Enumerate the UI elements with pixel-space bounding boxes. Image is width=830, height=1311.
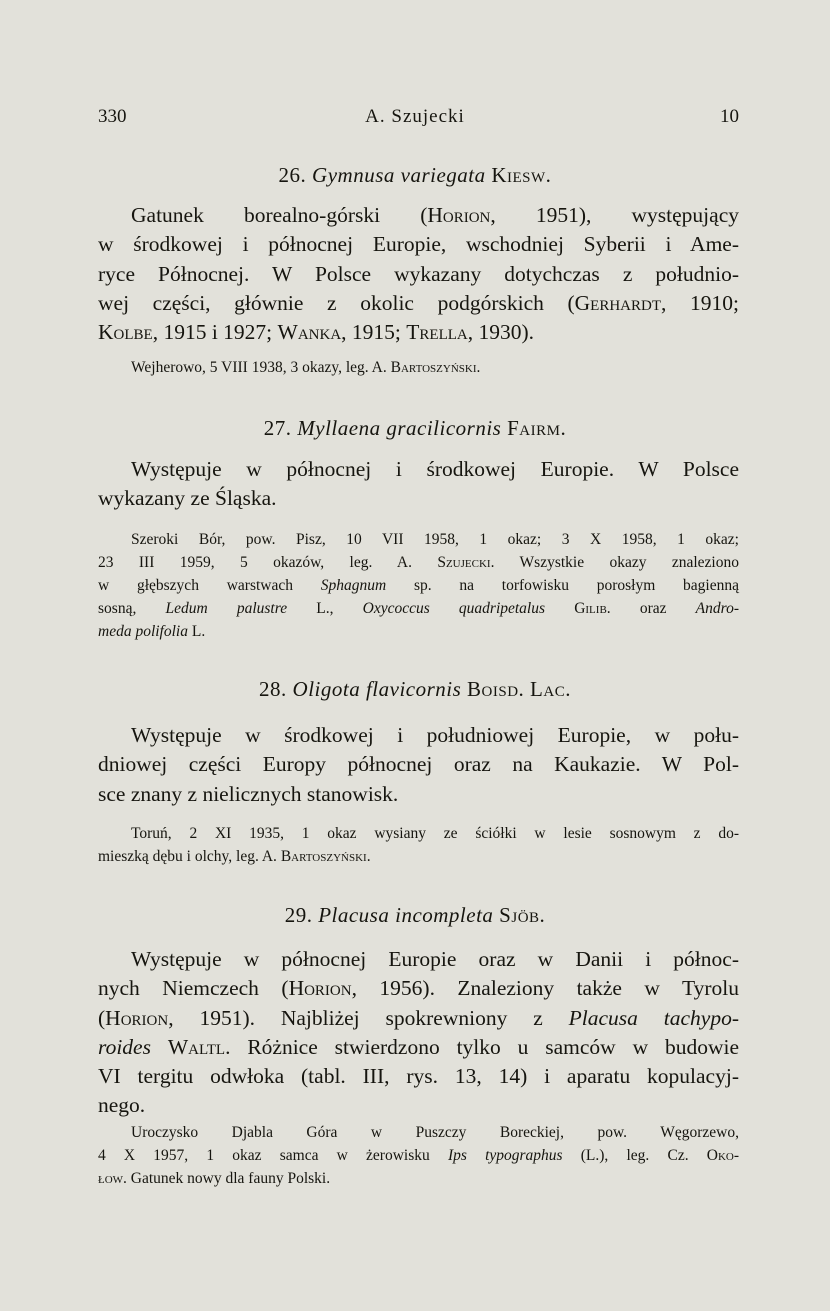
text-line: w środkowej i północnej Europie, wschodniej Syberii i Ame- [98, 232, 739, 257]
text-line: Toruń, 2 XI 1935, 1 okaz wysiany ze ściółki w lesie sosnowym z do- [131, 825, 739, 842]
text-line: meda polifolia L. [98, 623, 206, 640]
locality-note-28 [98, 822, 739, 868]
text-line: wykazany ze Śląska. [98, 486, 277, 511]
species-heading-26: 26. Gymnusa variegata Kiesw. [278, 163, 552, 187]
text-line: dniowej części Europy północnej oraz na Kaukazie. W Pol- [98, 752, 739, 777]
text-line: Uroczysko Djabla Góra w Puszczy Boreckiej, pow. Węgorzewo, [131, 1124, 739, 1141]
text-line: 23 III 1959, 5 okazów, leg. A. Szujecki. Wszystkie okazy znaleziono [98, 554, 739, 571]
text-line: VI tergitu odwłoka (tabl. III, rys. 13, 14) i aparatu kopulacyj- [98, 1064, 739, 1089]
locality-note-27 [98, 528, 739, 643]
species-text-27 [98, 455, 739, 514]
signature-mark: 10 [720, 106, 739, 127]
text-line: Wejherowo, 5 VIII 1938, 3 okazy, leg. A. Bartoszyński. [131, 359, 481, 376]
species-heading-28: 28. Oligota flavicornis Boisd. Lac. [259, 677, 571, 701]
text-line: Występuje w północnej Europie oraz w Danii i północ- [131, 947, 739, 971]
running-head-author: A. Szujecki [365, 106, 465, 127]
text-line: nych Niemczech (Horion, 1956). Znaleziony także w Tyrolu [98, 976, 740, 1001]
page-number: 330 [98, 106, 127, 127]
species-heading-27: 27. Myllaena gracilicornis Fairm. [263, 416, 567, 440]
text-line: Kolbe, 1915 i 1927; Wanka, 1915; Trella, 1930). [98, 320, 535, 345]
species-text-26 [98, 201, 739, 347]
text-line: wej części, głównie z okolic podgórskich (Gerhardt, 1910; [98, 290, 739, 315]
species-heading-29: 29. Placusa incompleta Sjöb. [284, 903, 546, 927]
text-line: mieszką dębu i olchy, leg. A. Bartoszyński. [98, 848, 371, 865]
species-text-29 [98, 945, 739, 1121]
text-line: nego. [98, 1093, 146, 1118]
text-line: w głębszych warstwach Sphagnum sp. na torfowisku porosłym bagienną [98, 577, 739, 594]
text-line: Szeroki Bór, pow. Pisz, 10 VII 1958, 1 okaz; 3 X 1958, 1 okaz; [131, 531, 739, 548]
text-line: Występuje w północnej i środkowej Europie. W Polsce [131, 457, 739, 481]
text-line: sosną, Ledum palustre L., Oxycoccus quadripetalus Gilib. oraz Andro- [98, 600, 739, 617]
text-line: Gatunek borealno-górski (Horion, 1951), występujący [131, 203, 739, 227]
text-line: łow. Gatunek nowy dla fauny Polski. [98, 1170, 331, 1187]
text-line: (Horion, 1951). Najbliżej spokrewniony z Placusa tachypo- [98, 1005, 739, 1030]
locality-note-26 [98, 356, 739, 379]
species-text-28 [98, 721, 739, 809]
locality-note-29 [98, 1121, 739, 1190]
text-line: roides Waltl. Różnice stwierdzono tylko u samców w budowie [98, 1034, 740, 1059]
text-line: Występuje w środkowej i południowej Europie, w połu- [131, 723, 739, 747]
text-line: sce znany z nielicznych stanowisk. [98, 781, 399, 806]
text-line: 4 X 1957, 1 okaz samca w żerowisku Ips typographus (L.), leg. Cz. Oko- [98, 1147, 740, 1164]
text-line: ryce Północnej. W Polsce wykazany dotychczas z południo- [98, 261, 739, 286]
